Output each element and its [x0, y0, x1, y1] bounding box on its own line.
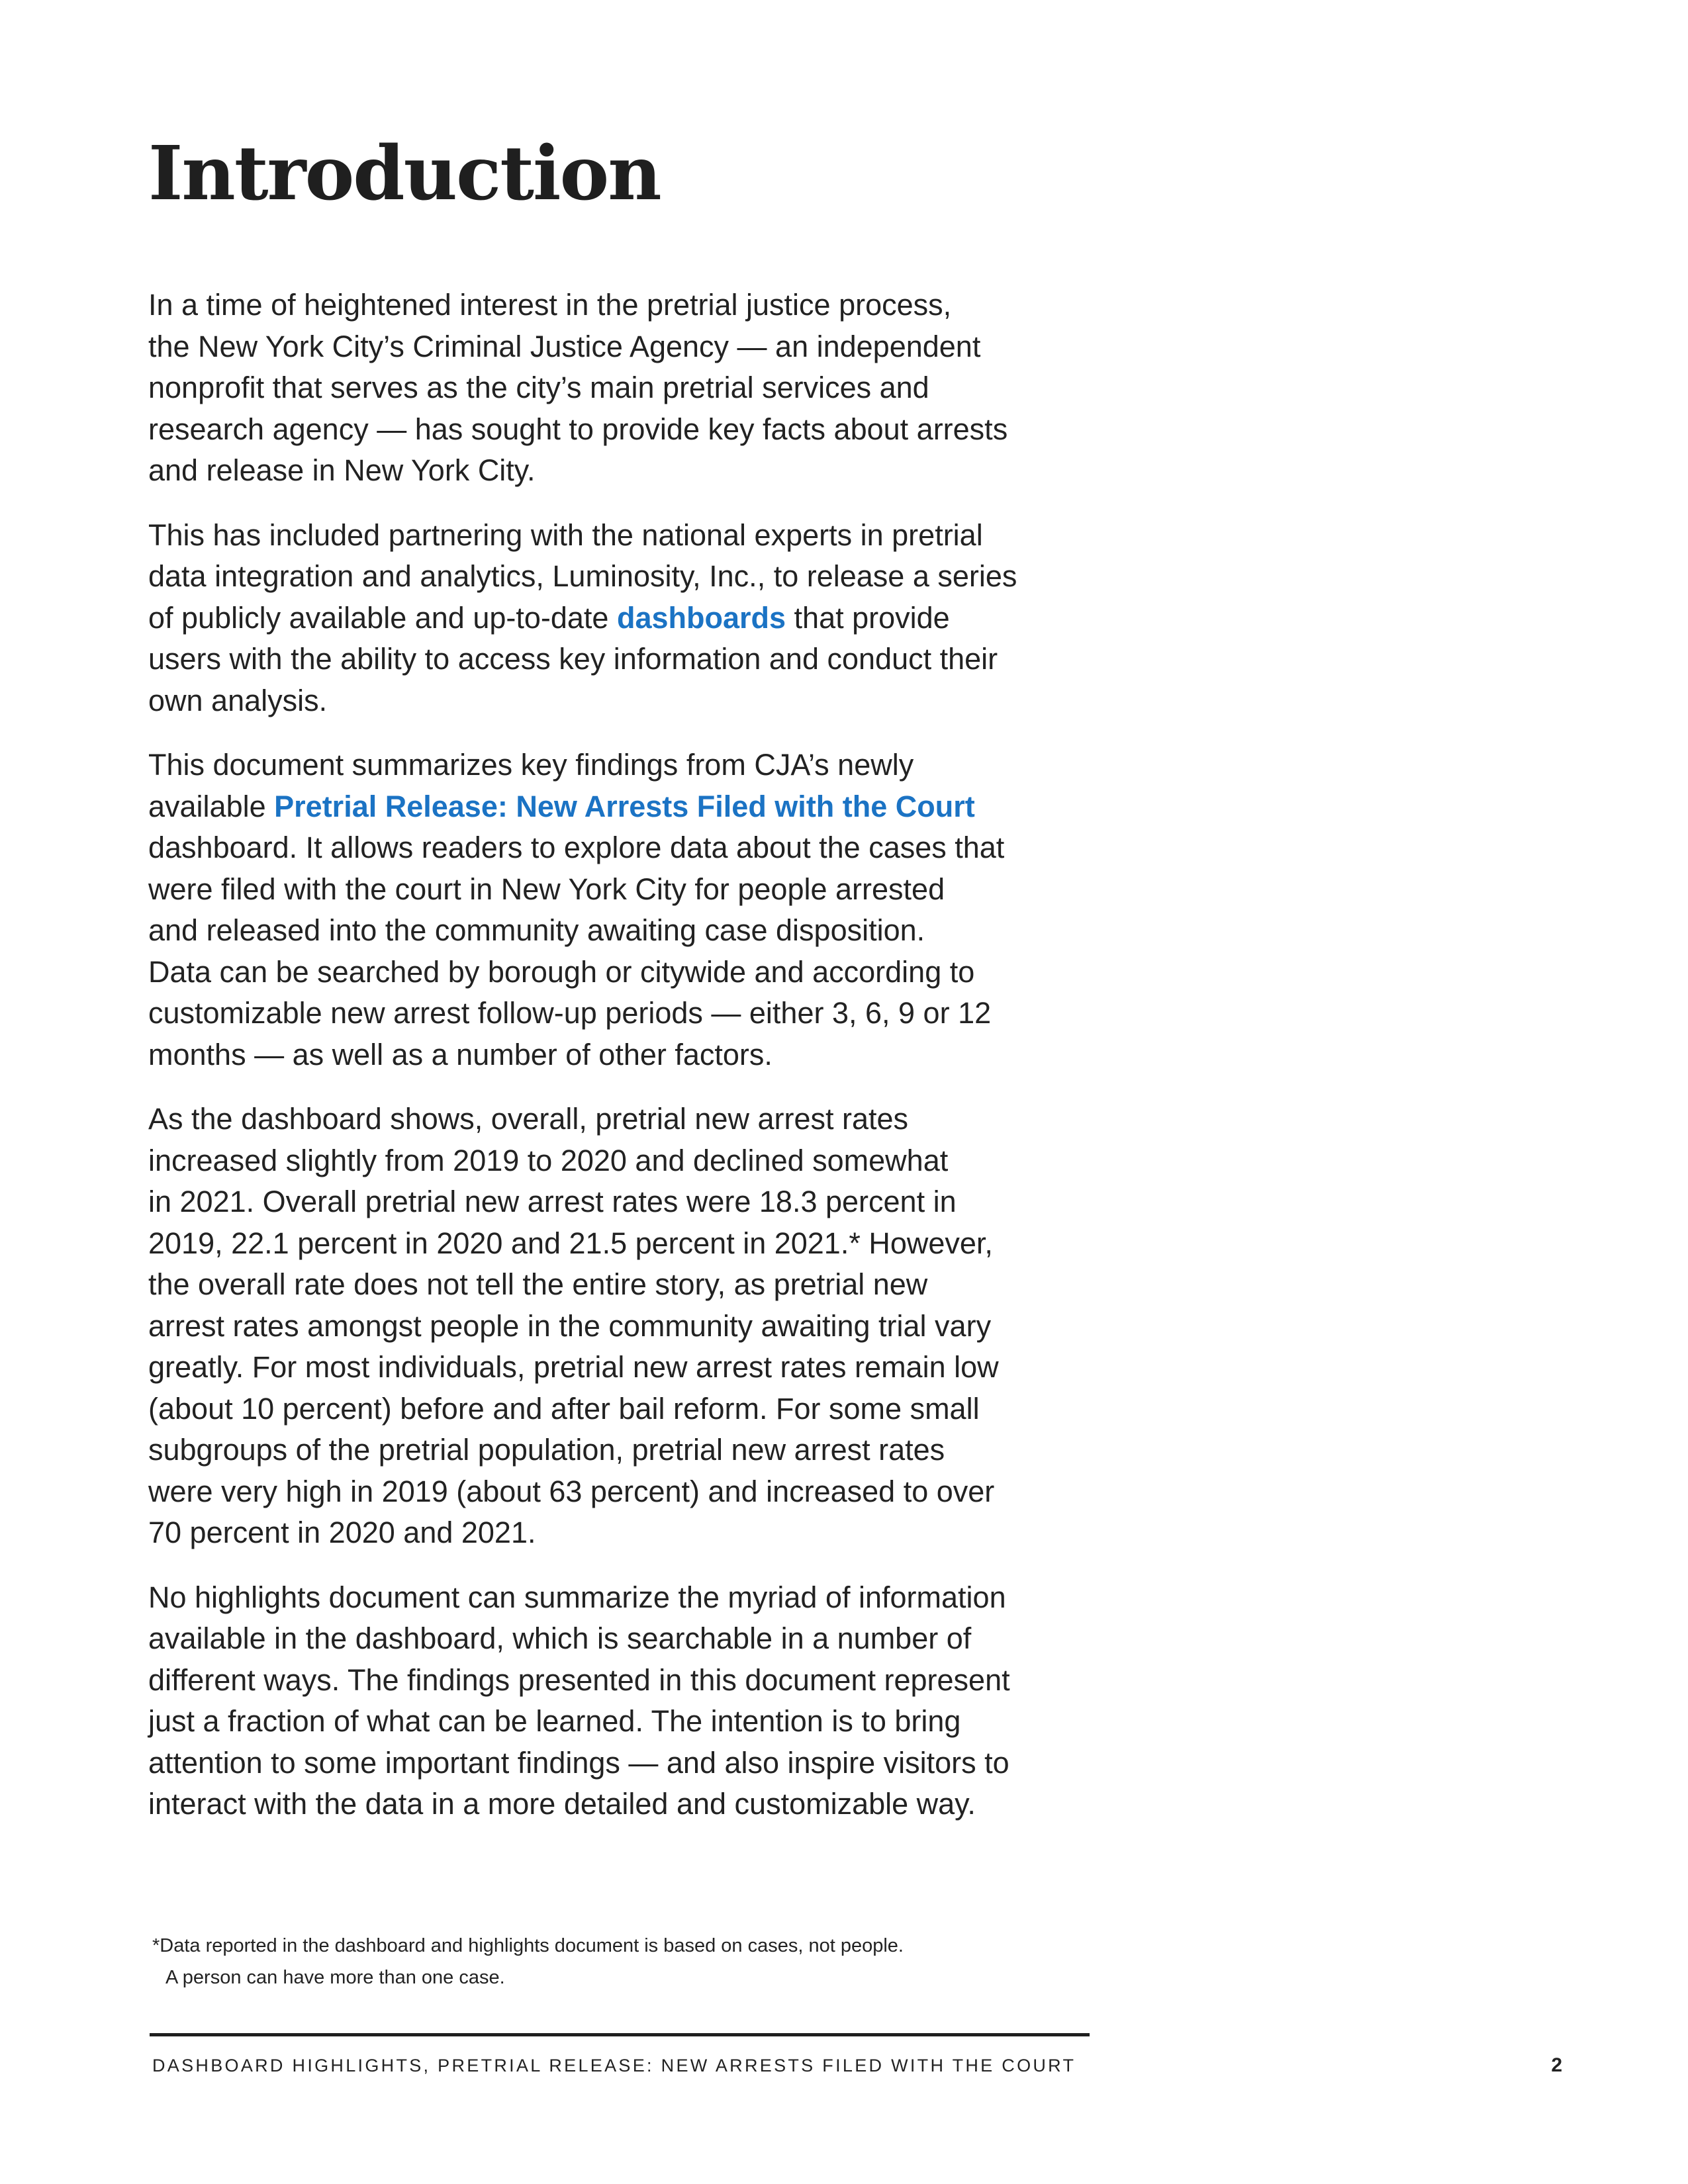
text-line: own analysis.	[148, 683, 328, 717]
text-line: 70 percent in 2020 and 2021.	[148, 1516, 536, 1549]
text-line: were filed with the court in New York City for people arrested	[148, 872, 945, 906]
text-line: subgroups of the pretrial population, pretrial new arrest rates	[148, 1433, 945, 1467]
text-fragment: available	[148, 789, 275, 823]
text-line: interact with the data in a more detailed and customizable way.	[148, 1787, 976, 1821]
paragraph-2	[148, 515, 1108, 722]
footnote-line: A person can have more than one case.	[165, 1967, 505, 1988]
text-line: available in the dashboard, which is searchable in a number of	[148, 1621, 972, 1655]
text-line: This has included partnering with the national experts in pretrial	[148, 518, 983, 552]
text-line: No highlights document can summarize the myriad of information	[148, 1580, 1006, 1614]
text-line: dashboard. It allows readers to explore data about the cases that	[148, 831, 1005, 864]
text-line: This document summarizes key findings from CJA’s newly	[148, 748, 914, 782]
footer-running-title: DASHBOARD HIGHLIGHTS, PRETRIAL RELEASE: NEW ARRESTS FILED WITH THE COURT	[152, 2056, 1076, 2075]
text-line: attention to some important findings — and also inspire visitors to	[148, 1745, 1009, 1780]
text-fragment: of publicly available and up-to-date	[148, 600, 617, 635]
pretrial-release-dashboard-link[interactable]: Pretrial Release: New Arrests Filed with the Court	[274, 789, 975, 823]
text-line: In a time of heightened interest in the pretrial justice process,	[148, 288, 952, 322]
paragraph-3	[148, 745, 1108, 1075]
page-number: 2	[1551, 2054, 1562, 2076]
text-line: were very high in 2019 (about 63 percent) and increased to over	[148, 1474, 995, 1508]
body-text	[148, 285, 1108, 1848]
footer-divider	[150, 2033, 1090, 2036]
text-line: in 2021. Overall pretrial new arrest rates were 18.3 percent in	[148, 1185, 957, 1218]
text-line: (about 10 percent) before and after bail reform. For some small	[148, 1391, 980, 1426]
text-line: greatly. For most individuals, pretrial new arrest rates remain low	[148, 1350, 999, 1384]
page-title: Introduction	[148, 130, 661, 217]
text-fragment: that provide	[786, 600, 950, 635]
text-line: the New York City’s Criminal Justice Agency — an independent	[148, 329, 981, 363]
text-line: research agency — has sought to provide key facts about arrests	[148, 412, 1008, 446]
text-line: the overall rate does not tell the entire story, as pretrial new	[148, 1267, 928, 1301]
text-line: just a fraction of what can be learned. The intention is to bring	[148, 1704, 961, 1738]
text-line: 2019, 22.1 percent in 2020 and 21.5 percent in 2021.* However,	[148, 1226, 993, 1260]
dashboards-link[interactable]: dashboards	[616, 600, 786, 635]
paragraph-1	[148, 285, 1108, 492]
footnote	[152, 1930, 1112, 1993]
text-line: arrest rates amongst people in the community awaiting trial vary	[148, 1308, 992, 1343]
text-line: months — as well as a number of other factors.	[148, 1037, 773, 1071]
text-line: and released into the community awaiting case disposition.	[148, 913, 925, 947]
text-line: increased slightly from 2019 to 2020 and declined somewhat	[148, 1143, 949, 1177]
paragraph-5	[148, 1577, 1108, 1825]
text-line: data integration and analytics, Luminosity, Inc., to release a series	[148, 559, 1017, 593]
text-line: users with the ability to access key information and conduct their	[148, 642, 998, 676]
text-line: customizable new arrest follow-up periods — either 3, 6, 9 or 12	[148, 996, 992, 1030]
text-line: and release in New York City.	[148, 453, 536, 487]
footnote-line: *Data reported in the dashboard and highlights document is based on cases, not people.	[152, 1935, 904, 1956]
text-line: nonprofit that serves as the city’s main pretrial services and	[148, 371, 929, 404]
text-line: As the dashboard shows, overall, pretrial new arrest rates	[148, 1102, 909, 1136]
text-line-with-link	[148, 598, 1108, 639]
text-line-with-link	[148, 786, 1108, 828]
text-line: Data can be searched by borough or citywide and according to	[148, 954, 975, 989]
paragraph-4	[148, 1099, 1108, 1554]
text-line: different ways. The findings presented in this document represent	[148, 1662, 1010, 1697]
